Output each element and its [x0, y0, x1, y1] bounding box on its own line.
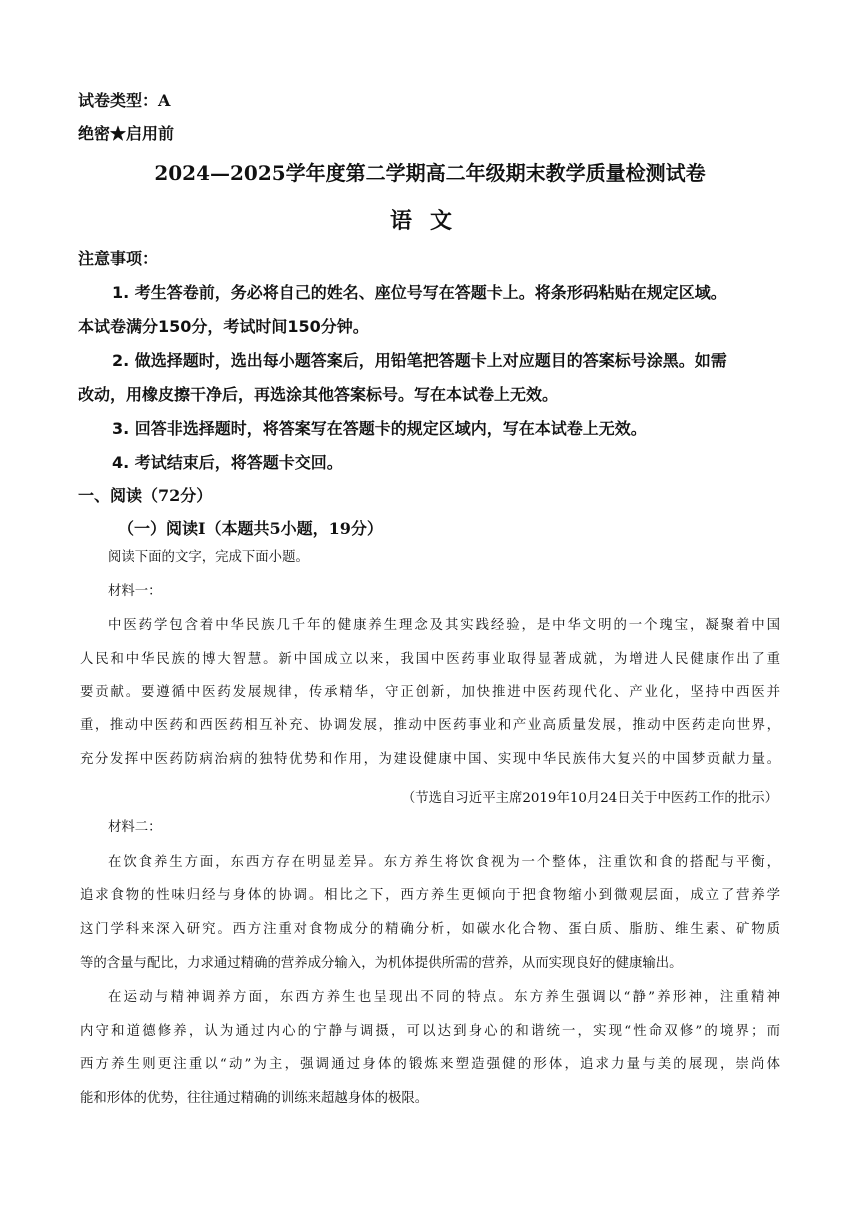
section-heading: 一、阅读（72分） [78, 486, 213, 505]
notice-line: 3. 回答非选择题时，将答案写在答题卡的规定区域内，写在本试卷上无效。 [112, 419, 647, 438]
paragraph-line: 在运动与精神调养方面，东西方养生也呈现出不同的特点。东方养生强调以“静”养形神，注重精神 [108, 990, 780, 1005]
notice-line: 改动，用橡皮擦干净后，再选涂其他答案标号。写在本试卷上无效。 [78, 385, 559, 404]
material-label: 材料二： [108, 820, 162, 835]
notice-line: 4. 考试结束后，将答题卡交回。 [112, 453, 343, 472]
notice-line: 2. 做选择题时，选出每小题答案后，用铅笔把答题卡上对应题目的答案标号涂黑。如需 [112, 351, 727, 370]
source-citation: （节选自习近平主席2019年10月24日关于中医药工作的批示） [401, 791, 778, 806]
paragraph-line: 这门学科来深入研究。西方注重对食物成分的精确分析，如碳水化合物、蛋白质、脂肪、维生素、矿物质 [80, 922, 780, 937]
subsection-heading: （一）阅读Ⅰ（本题共5小题，19分） [118, 519, 383, 538]
material-label: 材料一： [108, 584, 162, 599]
paragraph-line: 要贡献。要遵循中医药发展规律，传承精华，守正创新，加快推进中医药现代化、产业化，坚持中西医并 [80, 685, 780, 700]
paragraph-line: 西方养生则更注重以“动”为主，强调通过身体的锻炼来塑造强健的形体，追求力量与美的展现，崇尚体 [80, 1057, 780, 1072]
paragraph-line: 等的含量与配比，力求通过精确的营养成分输入，为机体提供所需的营养，从而实现良好的健康输出。 [80, 956, 683, 971]
subject-title: 语文 [389, 208, 470, 234]
paragraph-line: 追求食物的性味归经与身体的协调。相比之下，西方养生更倾向于把食物缩小到微观层面，成立了营养学 [80, 888, 780, 903]
notice-heading: 注意事项： [78, 249, 159, 268]
notice-line: 1. 考生答卷前，务必将自己的姓名、座位号写在答题卡上。将条形码粘贴在规定区域。 [112, 283, 727, 302]
notice-line: 本试卷满分150分，考试时间150分钟。 [78, 317, 369, 336]
paragraph-line: 内守和道德修养，认为通过内心的宁静与调摄，可以达到身心的和谐统一，实现“性命双修”的境界；而 [80, 1024, 780, 1039]
paragraph-line: 充分发挥中医药防病治病的独特优势和作用，为建设健康中国、实现中华民族伟大复兴的中国梦贡献力量。 [80, 752, 780, 767]
paragraph-line: 重，推动中医药和西医药相互补充、协调发展，推动中医药事业和产业高质量发展，推动中医药走向世界， [80, 718, 780, 733]
paragraph-line: 人民和中华民族的博大智慧。新中国成立以来，我国中医药事业取得显著成就，为增进人民健康作出了重 [80, 652, 780, 667]
instruction-text: 阅读下面的文字，完成下面小题。 [108, 550, 309, 565]
paragraph-line: 能和形体的优势，往往通过精确的训练来超越身体的极限。 [80, 1091, 429, 1106]
exam-title: 2024—2025学年度第二学期高二年级期末教学质量检测试卷 [154, 161, 706, 185]
secrecy-label: 绝密★启用前 [78, 124, 175, 143]
paragraph-line: 在饮食养生方面，东西方存在明显差异。东方养生将饮食视为一个整体，注重饮和食的搭配与平衡， [108, 855, 780, 870]
paper-type: 试卷类型：A [78, 91, 171, 110]
paragraph-line: 中医药学包含着中华民族几千年的健康养生理念及其实践经验，是中华文明的一个瑰宝，凝聚着中国 [108, 618, 780, 633]
